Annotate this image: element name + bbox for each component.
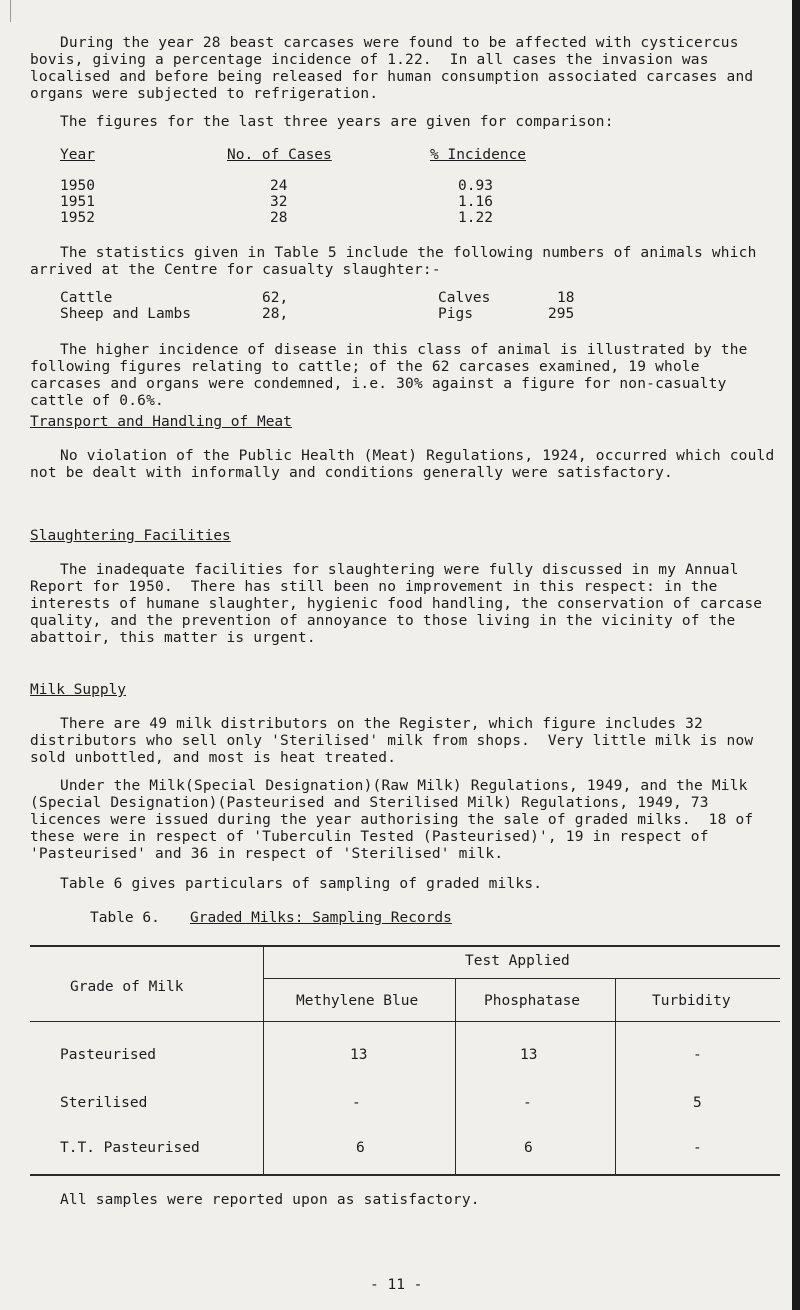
comparison-incidence: 0.93 [458,178,493,194]
table6-column-header: Methylene Blue [296,993,419,1009]
comparison-cases: 24 [270,178,288,194]
table6-grade: Pasteurised [60,1047,157,1063]
comparison-incidence: 1.16 [458,194,493,210]
comparison-intro: The figures for the last three years are given for comparison: [60,114,614,130]
comparison-cases: 32 [270,194,288,210]
transport-heading: Transport and Handling of Meat [30,414,292,430]
table6-value: 13 [350,1047,368,1063]
table6-grade: Sterilised [60,1095,148,1111]
table6-col-divider [455,978,456,1175]
table6-value: 13 [520,1047,538,1063]
table6-col-divider [263,945,264,1175]
table6-caption-prefix: Table 6. [90,910,160,926]
comparison-incidence: 1.22 [458,210,493,226]
table6-column-header: Phosphatase [484,993,581,1009]
table6-grade-header: Grade of Milk [70,979,184,995]
table6-header-rule [30,1021,780,1022]
table6-column-header: Turbidity [652,993,731,1009]
comparison-header-year: Year [60,147,95,163]
comparison-header-cases: No. of Cases [227,147,332,163]
table6-value: 6 [524,1140,533,1156]
table6-grade: T.T. Pasteurised [60,1140,200,1156]
comparison-cases: 28 [270,210,288,226]
table6-test-rule [263,978,780,979]
milk-paragraph-2: Under the Milk(Special Designation)(Raw Milk) Regulations, 1949, and the Milk (Special Designation)(Pasteurised and Sterilised Milk) Regulations, 1949, 73 licences were issued during the year authorising the sale of graded milks. 18 of these were in respect of 'Tuberculin Tested (Pasteurised)', 19 in respect of 'Pasteurised' and 36 in respect of 'Sterilised' milk. [30,778,763,862]
comparison-year: 1952 [60,210,95,226]
slaughtering-paragraph: The inadequate facilities for slaughtering were fully discussed in my Annual Report for 1950. There has still been no improvement in this respect: in the interests of humane slaughter, hygienic food handling, the conservation of carcase quality, and the prevention of annoyance to those living in the vicinity of the abattoir, this matter is urgent. [30,562,772,646]
table6-value: - [693,1140,702,1156]
table6-value: 6 [356,1140,365,1156]
casualty-label: Cattle [60,290,113,306]
table6-top-rule [30,945,780,947]
page-corner-mark [0,0,11,22]
casualty-count: 18 [557,290,575,306]
casualty-count: 62, [262,290,289,306]
table6-col-divider [615,978,616,1175]
milk-paragraph-1: There are 49 milk distributors on the Register, which figure includes 32 distributors who sell only 'Sterilised' milk from shops. Very little milk is now sold unbottled, and most is heat treated. [30,716,763,766]
slaughtering-heading: Slaughtering Facilities [30,528,231,544]
table6-caption: Graded Milks: Sampling Records [190,910,452,926]
comparison-year: 1950 [60,178,95,194]
table6-value: - [523,1095,532,1111]
casualty-label: Sheep and Lambs [60,306,191,322]
table6-test-header: Test Applied [465,953,570,969]
table5-paragraph: The statistics given in Table 5 include the following numbers of animals which arrived at the Centre for casualty slaughter:- [30,245,766,278]
comparison-year: 1951 [60,194,95,210]
casualty-label: Pigs [438,306,473,322]
table6-value: - [352,1095,361,1111]
casualty-count: 28, [262,306,289,322]
footer-note: All samples were reported upon as satisfactory. [60,1192,480,1208]
casualty-count: 295 [548,306,575,322]
milk-paragraph-3: Table 6 gives particulars of sampling of graded milks. [60,876,543,892]
page-number: - 11 - [370,1277,423,1293]
table6-bottom-rule [30,1174,780,1176]
milk-heading: Milk Supply [30,682,127,698]
transport-paragraph: No violation of the Public Health (Meat) Regulations, 1924, occurred which could not be dealt with informally and conditions generally were satisfactory. [30,448,784,481]
casualty-label: Calves [438,290,491,306]
table6-value: 5 [693,1095,702,1111]
scan-edge [792,0,800,1310]
table6-value: - [693,1047,702,1063]
comparison-header-incidence: % Incidence [430,147,527,163]
incidence-paragraph: The higher incidence of disease in this class of animal is illustrated by the following figures relating to cattle; of the 62 carcases examined, 19 whole carcases and organs were condemned, i.e. 30% against a figure for non-casualty cattle of 0.6%. [30,342,757,409]
carcass-paragraph: During the year 28 beast carcases were found to be affected with cysticercus bovis, giving a percentage incidence of 1.22. In all cases the invasion was localised and before being released for human consumption associated carcases and organs were subjected to refrigeration. [30,35,763,102]
